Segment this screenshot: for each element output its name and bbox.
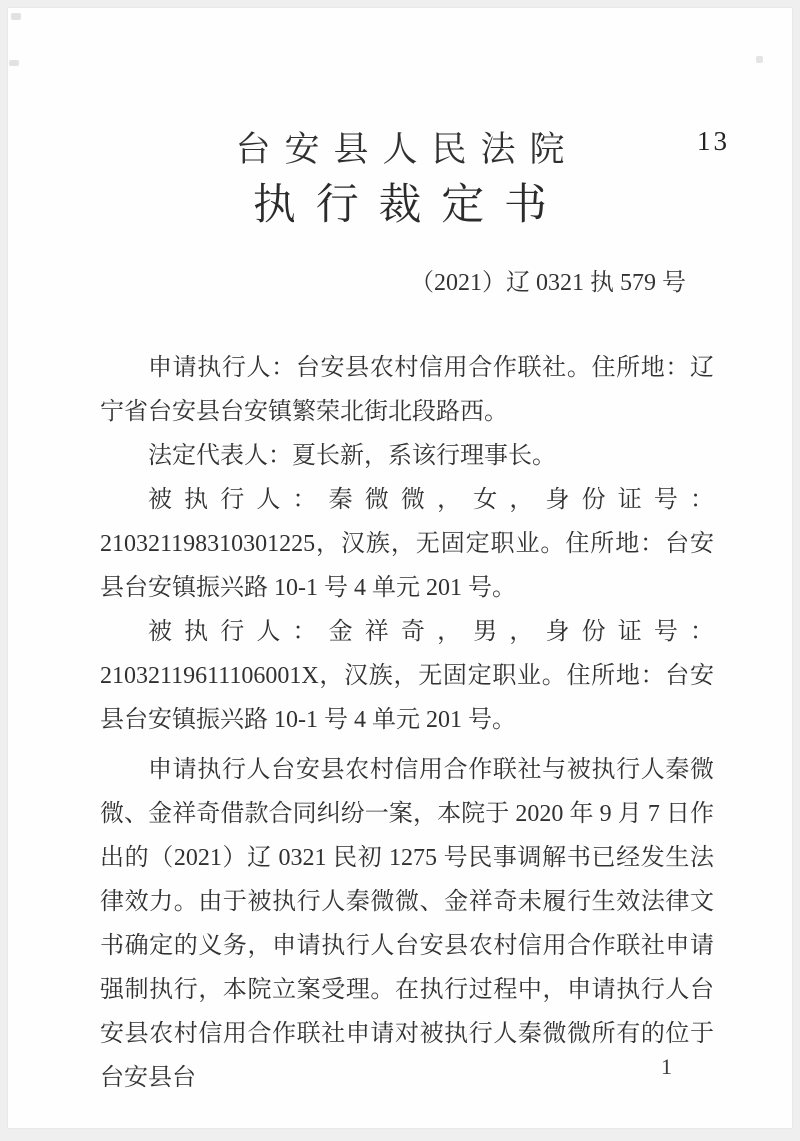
- court-name-heading: 台安县人民法院: [235, 130, 579, 169]
- case-number: （2021）辽 0321 执 579 号: [410, 270, 686, 296]
- paragraph-applicant: 申请执行人：台安县农村信用合作联社。住所地：辽宁省台安县台安镇繁荣北街北段路西。: [100, 355, 714, 425]
- paragraph-legal-representative: 法定代表人：夏长新，系该行理事长。: [148, 443, 556, 469]
- paragraph-respondent-jin: 被执行人：金祥奇，男，身份证号：21032119611106001X，汉族，无固定职业。住所地：台安县台安镇振兴路 10-1 号 4 单元 201 号。: [100, 619, 714, 733]
- page-number: 1: [661, 1054, 672, 1079]
- scan-artifact: [9, 60, 19, 66]
- document-page: [8, 8, 792, 1128]
- document-title-heading: 执行裁定书: [252, 182, 567, 229]
- paragraph-case-narrative: 申请执行人台安县农村信用合作联社与被执行人秦微微、金祥奇借款合同纠纷一案，本院于 2020 年 9 月 7 日作出的（2021）辽 0321 民初 1275 号民事调解书已经发生法律效力。由于被执行人秦微微、金祥奇未履行生效法律文书确定的义务，申请执行人台安县农村信用合作联社申请强制执行，本院立案受理。在执行过程中，申请执行人台安县农村信用合作联社申请对被执行人秦微微所有的位于台安县台: [100, 757, 714, 1091]
- page-label-top: 13: [697, 126, 730, 156]
- document-body: [100, 346, 714, 1100]
- scan-artifact: [11, 13, 21, 20]
- scan-artifact: [756, 56, 763, 63]
- paragraph-respondent-qin: 被执行人：秦微微，女，身份证号：210321198310301225，汉族，无固定职业。住所地：台安县台安镇振兴路 10-1 号 4 单元 201 号。: [100, 487, 714, 601]
